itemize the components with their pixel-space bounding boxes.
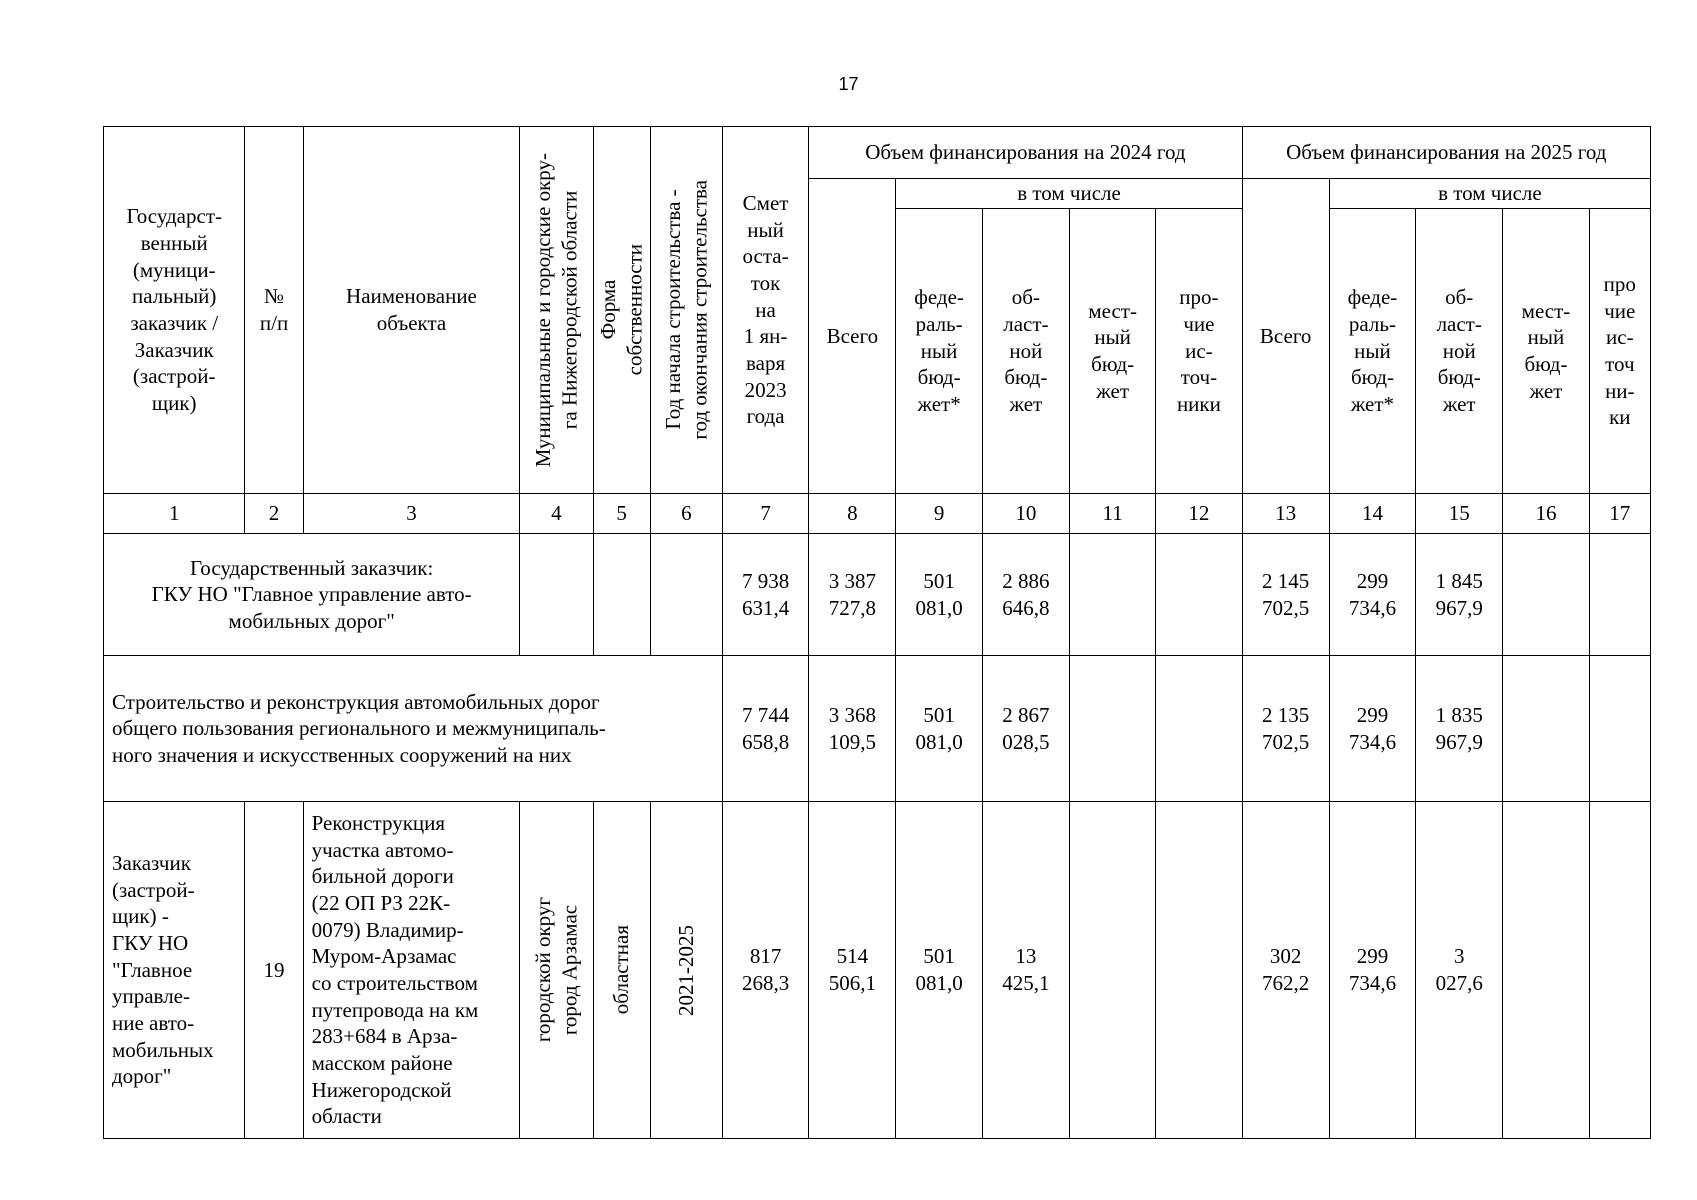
header-estimate-balance: Смет ный оста- ток на 1 ян- варя 2023 года <box>722 127 808 494</box>
header-ownership <box>593 127 650 494</box>
cell-other-2024 <box>1156 656 1242 802</box>
cell-local-2024 <box>1070 534 1156 656</box>
cell-local-2024 <box>1070 802 1156 1139</box>
object-number: 19 <box>245 802 303 1139</box>
table-row-section <box>104 656 1651 802</box>
cell-total-2025: 2 135 702,5 <box>1242 656 1329 802</box>
cell-federal-2024: 501 081,0 <box>896 534 982 656</box>
column-number: 3 <box>303 494 520 534</box>
cell-other-2025 <box>1589 802 1650 1139</box>
column-number: 5 <box>593 494 650 534</box>
cell-local-2025 <box>1503 534 1589 656</box>
column-number: 17 <box>1589 494 1650 534</box>
cell-other-2024 <box>1156 802 1242 1139</box>
header-local-2025: мест- ный бюд- жет <box>1503 209 1589 494</box>
header-regional-2024: об- ласт- ной бюд- жет <box>982 209 1069 494</box>
object-name: Реконструкция участка автомо- бильной дороги (22 ОП РЗ 22К- 0079) Владимир- Муром-Арзамас со строительством путепровода на км 283+684 в Арза- масском районе Нижегородской области <box>303 802 520 1139</box>
cell-other-2025 <box>1589 534 1650 656</box>
column-number: 15 <box>1416 494 1503 534</box>
cell-federal-2025: 299 734,6 <box>1329 656 1415 802</box>
cell-federal-2025: 299 734,6 <box>1329 802 1415 1139</box>
cell-federal-2025: 299 734,6 <box>1329 534 1415 656</box>
header-row-1 <box>104 127 1651 179</box>
cell-regional-2024: 13 425,1 <box>982 802 1069 1139</box>
header-district <box>520 127 593 494</box>
header-total-2025: Всего <box>1242 179 1329 494</box>
column-number: 14 <box>1329 494 1415 534</box>
column-number: 6 <box>650 494 722 534</box>
cell-empty <box>650 534 722 656</box>
column-number: 12 <box>1156 494 1242 534</box>
cell-total-2024: 3 368 109,5 <box>809 656 896 802</box>
cell-federal-2024: 501 081,0 <box>896 656 982 802</box>
state-customer-label: Государственный заказчик: ГКУ НО "Главное управление авто- мобильных дорог" <box>104 534 520 656</box>
cell-other-2024 <box>1156 534 1242 656</box>
column-number: 10 <box>982 494 1069 534</box>
cell-estimate-balance: 7 744 658,8 <box>722 656 808 802</box>
header-number: № п/п <box>245 127 303 494</box>
header-federal-2025: феде- раль- ный бюд- жет* <box>1329 209 1415 494</box>
cell-empty <box>593 534 650 656</box>
header-regional-2025: об- ласт- ной бюд- жет <box>1416 209 1503 494</box>
header-years-text: Год начала строительства - год окончания строительства <box>660 180 712 440</box>
header-other-2025: про чие ис- точ ни- ки <box>1589 209 1650 494</box>
header-ownership-text: Форма собственности <box>595 244 647 376</box>
object-customer: Заказчик (застрой- щик) - ГКУ НО "Главное управле- ние авто- мобильных дорог" <box>104 802 245 1139</box>
column-number: 2 <box>245 494 303 534</box>
cell-regional-2024: 2 867 028,5 <box>982 656 1069 802</box>
cell-empty <box>520 534 593 656</box>
column-number: 16 <box>1503 494 1589 534</box>
column-number: 4 <box>520 494 593 534</box>
column-number: 1 <box>104 494 245 534</box>
object-years-text: 2021-2025 <box>674 924 698 1016</box>
header-including-2024: в том числе <box>896 179 1242 209</box>
column-number: 11 <box>1070 494 1156 534</box>
cell-total-2024: 3 387 727,8 <box>809 534 896 656</box>
budget-table <box>103 126 1651 1139</box>
cell-federal-2024: 501 081,0 <box>896 802 982 1139</box>
page-number: 17 <box>838 74 859 94</box>
header-customer: Государст- венный (муници- пальный) заказчик / Заказчик (застрой- щик) <box>104 127 245 494</box>
cell-regional-2025: 1 835 967,9 <box>1416 656 1503 802</box>
object-district-text: городской округ город Арзамас <box>530 897 582 1043</box>
cell-local-2025 <box>1503 656 1589 802</box>
cell-regional-2025: 1 845 967,9 <box>1416 534 1503 656</box>
column-number: 9 <box>896 494 982 534</box>
header-district-text: Муниципальные и городские окру- га Нижегородской области <box>530 152 582 468</box>
cell-local-2025 <box>1503 802 1589 1139</box>
cell-regional-2024: 2 886 646,8 <box>982 534 1069 656</box>
column-number: 7 <box>722 494 808 534</box>
cell-regional-2025: 3 027,6 <box>1416 802 1503 1139</box>
cell-local-2024 <box>1070 656 1156 802</box>
header-total-2024: Всего <box>809 179 896 494</box>
cell-other-2025 <box>1589 656 1650 802</box>
header-federal-2024: феде- раль- ный бюд- жет* <box>896 209 982 494</box>
column-numbers-row <box>104 494 1651 534</box>
header-including-2025: в том числе <box>1329 179 1650 209</box>
object-ownership-text: областная <box>609 925 634 1015</box>
column-number: 13 <box>1242 494 1329 534</box>
header-local-2024: мест- ный бюд- жет <box>1070 209 1156 494</box>
table-row-object <box>104 802 1651 1139</box>
object-district <box>520 802 593 1139</box>
section-label: Строительство и реконструкция автомобильных дорог общего пользования регионального и межмуниципаль- ного значения и искусственных сооружений на них <box>104 656 723 802</box>
table-row-state-customer <box>104 534 1651 656</box>
cell-total-2024: 514 506,1 <box>809 802 896 1139</box>
object-years <box>650 802 722 1139</box>
header-object-name: Наименование объекта <box>303 127 520 494</box>
column-number: 8 <box>809 494 896 534</box>
cell-total-2025: 302 762,2 <box>1242 802 1329 1139</box>
header-other-2024: про- чие ис- точ- ники <box>1156 209 1242 494</box>
header-years <box>650 127 722 494</box>
header-financing-2025: Объем финансирования на 2025 год <box>1242 127 1650 179</box>
header-financing-2024: Объем финансирования на 2024 год <box>809 127 1242 179</box>
cell-estimate-balance: 7 938 631,4 <box>722 534 808 656</box>
cell-total-2025: 2 145 702,5 <box>1242 534 1329 656</box>
cell-estimate-balance: 817 268,3 <box>722 802 808 1139</box>
object-ownership <box>593 802 650 1139</box>
